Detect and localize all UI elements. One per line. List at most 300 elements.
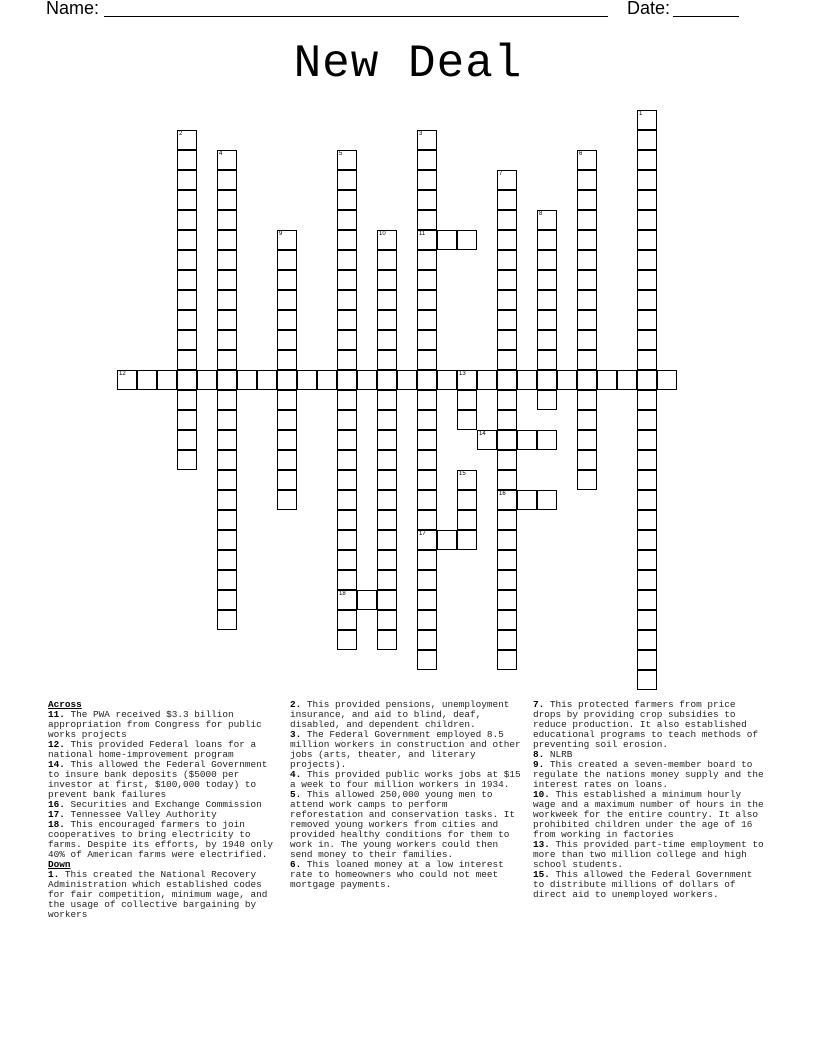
- grid-cell[interactable]: [277, 270, 297, 290]
- grid-cell[interactable]: [497, 590, 517, 610]
- clue-item-number: 10.: [533, 789, 550, 800]
- clue-item: [290, 730, 526, 770]
- grid-cell[interactable]: [637, 290, 657, 310]
- grid-cell[interactable]: [377, 530, 397, 550]
- grid-cell[interactable]: [157, 370, 177, 390]
- grid-cell[interactable]: [217, 270, 237, 290]
- clue-number: 15: [459, 471, 466, 477]
- grid-cell[interactable]: [377, 250, 397, 270]
- clue-item-number: 15.: [533, 869, 550, 880]
- grid-cell[interactable]: [217, 610, 237, 630]
- grid-cell[interactable]: [537, 270, 557, 290]
- grid-cell[interactable]: [637, 470, 657, 490]
- grid-cell[interactable]: [377, 370, 397, 390]
- clue-number: 16: [499, 491, 506, 497]
- grid-cell[interactable]: [577, 250, 597, 270]
- grid-cell[interactable]: [557, 370, 577, 390]
- grid-cell[interactable]: [497, 210, 517, 230]
- grid-cell[interactable]: [417, 410, 437, 430]
- grid-cell[interactable]: [637, 430, 657, 450]
- grid-cell[interactable]: [177, 290, 197, 310]
- grid-cell[interactable]: [577, 210, 597, 230]
- grid-cell[interactable]: [457, 410, 477, 430]
- grid-cell[interactable]: [217, 470, 237, 490]
- grid-cell[interactable]: [457, 370, 477, 390]
- grid-cell[interactable]: [377, 470, 397, 490]
- grid-cell[interactable]: [637, 130, 657, 150]
- grid-cell[interactable]: [217, 170, 237, 190]
- grid-cell[interactable]: [217, 450, 237, 470]
- grid-cell[interactable]: [337, 610, 357, 630]
- grid-cell[interactable]: [637, 590, 657, 610]
- clue-number: 12: [119, 371, 126, 377]
- clue-item: [533, 790, 769, 840]
- clue-number: 9: [279, 231, 283, 237]
- clue-item: [48, 710, 284, 740]
- clue-item: [290, 770, 526, 790]
- grid-cell[interactable]: [517, 490, 537, 510]
- clue-item: [48, 820, 284, 860]
- grid-cell[interactable]: [177, 370, 197, 390]
- grid-cell[interactable]: [537, 290, 557, 310]
- grid-cell[interactable]: [577, 330, 597, 350]
- clue-number: 10: [379, 231, 386, 237]
- grid-cell[interactable]: [377, 430, 397, 450]
- grid-cell[interactable]: [437, 370, 457, 390]
- grid-cell[interactable]: [337, 390, 357, 410]
- clue-item-number: 12.: [48, 739, 65, 750]
- grid-cell[interactable]: [637, 110, 657, 130]
- grid-cell[interactable]: [217, 330, 237, 350]
- grid-cell[interactable]: [277, 350, 297, 370]
- clue-item-text: This loaned money at a low interest rate to homeowners who could not meet mortgage payments.: [290, 859, 504, 890]
- grid-cell[interactable]: [637, 230, 657, 250]
- grid-cell[interactable]: [117, 370, 137, 390]
- grid-cell[interactable]: [217, 230, 237, 250]
- grid-cell[interactable]: [277, 230, 297, 250]
- grid-cell[interactable]: [577, 290, 597, 310]
- grid-cell[interactable]: [457, 530, 477, 550]
- grid-cell[interactable]: [217, 510, 237, 530]
- grid-cell[interactable]: [417, 550, 437, 570]
- grid-cell[interactable]: [577, 230, 597, 250]
- clue-item-number: 16.: [48, 799, 65, 810]
- grid-cell[interactable]: [377, 390, 397, 410]
- clue-item: [290, 860, 526, 890]
- grid-cell[interactable]: [417, 310, 437, 330]
- grid-cell[interactable]: [637, 670, 657, 690]
- grid-cell[interactable]: [537, 490, 557, 510]
- grid-cell[interactable]: [617, 370, 637, 390]
- grid-cell[interactable]: [577, 370, 597, 390]
- grid-cell[interactable]: [577, 270, 597, 290]
- clue-item-number: 8.: [533, 749, 545, 760]
- grid-cell[interactable]: [177, 310, 197, 330]
- grid-cell[interactable]: [217, 290, 237, 310]
- grid-cell[interactable]: [377, 590, 397, 610]
- grid-cell[interactable]: [417, 510, 437, 530]
- grid-cell[interactable]: [497, 430, 517, 450]
- grid-cell[interactable]: [417, 230, 437, 250]
- grid-cell[interactable]: [497, 550, 517, 570]
- grid-cell[interactable]: [377, 490, 397, 510]
- grid-cell[interactable]: [357, 370, 377, 390]
- grid-cell[interactable]: [177, 210, 197, 230]
- grid-cell[interactable]: [417, 450, 437, 470]
- grid-cell[interactable]: [217, 370, 237, 390]
- grid-cell[interactable]: [337, 310, 357, 330]
- grid-cell[interactable]: [417, 130, 437, 150]
- grid-cell[interactable]: [417, 390, 437, 410]
- grid-cell[interactable]: [637, 530, 657, 550]
- grid-cell[interactable]: [217, 430, 237, 450]
- grid-cell[interactable]: [177, 190, 197, 210]
- grid-cell[interactable]: [637, 330, 657, 350]
- grid-cell[interactable]: [537, 370, 557, 390]
- grid-cell[interactable]: [277, 430, 297, 450]
- grid-cell[interactable]: [497, 650, 517, 670]
- down-clue-list-2: [290, 700, 526, 890]
- clue-item-text: NLRB: [544, 749, 573, 760]
- grid-cell[interactable]: [417, 250, 437, 270]
- grid-cell[interactable]: [537, 390, 557, 410]
- clue-item-text: This protected farmers from price drops by providing crop subsidies to reduce production. It also established educational programs to teach methods of preventing soil erosion.: [533, 699, 759, 750]
- grid-cell[interactable]: [577, 450, 597, 470]
- grid-cell[interactable]: [337, 410, 357, 430]
- grid-cell[interactable]: [277, 330, 297, 350]
- grid-cell[interactable]: [457, 510, 477, 530]
- clue-item-number: 6.: [290, 859, 302, 870]
- grid-cell[interactable]: [337, 550, 357, 570]
- grid-cell[interactable]: [437, 530, 457, 550]
- grid-cell[interactable]: [637, 490, 657, 510]
- grid-cell[interactable]: [637, 250, 657, 270]
- grid-cell[interactable]: [337, 170, 357, 190]
- grid-cell[interactable]: [497, 250, 517, 270]
- grid-cell[interactable]: [417, 270, 437, 290]
- grid-cell[interactable]: [217, 250, 237, 270]
- clues-column-2: [290, 700, 526, 890]
- grid-cell[interactable]: [377, 450, 397, 470]
- grid-cell[interactable]: [377, 350, 397, 370]
- grid-cell[interactable]: [497, 470, 517, 490]
- grid-cell[interactable]: [537, 310, 557, 330]
- grid-cell[interactable]: [637, 570, 657, 590]
- grid-cell[interactable]: [177, 130, 197, 150]
- grid-cell[interactable]: [417, 470, 437, 490]
- grid-cell[interactable]: [297, 370, 317, 390]
- grid-cell[interactable]: [277, 470, 297, 490]
- clue-number: 5: [339, 151, 343, 157]
- grid-cell[interactable]: [637, 190, 657, 210]
- clue-item-number: 18.: [48, 819, 65, 830]
- grid-cell[interactable]: [477, 430, 497, 450]
- grid-cell[interactable]: [337, 330, 357, 350]
- clue-item-text: This created a seven-member board to regulate the nations money supply and the interest rates on loans.: [533, 759, 764, 790]
- grid-cell[interactable]: [217, 590, 237, 610]
- grid-cell[interactable]: [217, 490, 237, 510]
- grid-cell[interactable]: [537, 350, 557, 370]
- clue-item-text: This allowed the Federal Government to insure bank deposits ($5000 per investor at first, $100,000 today) to prevent bank failures: [48, 759, 268, 800]
- down-clue-list-1: [48, 870, 284, 920]
- grid-cell[interactable]: [497, 510, 517, 530]
- grid-cell[interactable]: [497, 490, 517, 510]
- clue-item: [533, 870, 769, 900]
- clue-item-text: This established a minimum hourly wage and a maximum number of hours in the workweek for the entire country. It also prohibited children under the age of 16 from working in factories: [533, 789, 764, 840]
- grid-cell[interactable]: [177, 230, 197, 250]
- grid-cell[interactable]: [177, 330, 197, 350]
- grid-cell[interactable]: [217, 570, 237, 590]
- grid-cell[interactable]: [377, 550, 397, 570]
- grid-cell[interactable]: [637, 610, 657, 630]
- name-label: Name:: [46, 0, 100, 18]
- grid-cell[interactable]: [217, 150, 237, 170]
- grid-cell[interactable]: [217, 190, 237, 210]
- grid-cell[interactable]: [577, 170, 597, 190]
- grid-cell[interactable]: [377, 630, 397, 650]
- grid-cell[interactable]: [577, 390, 597, 410]
- clue-item-number: 14.: [48, 759, 65, 770]
- grid-cell[interactable]: [177, 410, 197, 430]
- grid-cell[interactable]: [337, 150, 357, 170]
- grid-cell[interactable]: [477, 370, 497, 390]
- grid-cell[interactable]: [217, 210, 237, 230]
- clue-item-number: 4.: [290, 769, 302, 780]
- grid-cell[interactable]: [377, 610, 397, 630]
- grid-cell[interactable]: [277, 250, 297, 270]
- grid-cell[interactable]: [497, 230, 517, 250]
- grid-cell[interactable]: [277, 290, 297, 310]
- grid-cell[interactable]: [497, 170, 517, 190]
- grid-cell[interactable]: [177, 170, 197, 190]
- clue-item: [533, 840, 769, 870]
- grid-cell[interactable]: [277, 370, 297, 390]
- grid-cell[interactable]: [537, 210, 557, 230]
- grid-cell[interactable]: [637, 630, 657, 650]
- grid-cell[interactable]: [417, 190, 437, 210]
- grid-cell[interactable]: [177, 350, 197, 370]
- grid-cell[interactable]: [137, 370, 157, 390]
- grid-cell[interactable]: [497, 330, 517, 350]
- grid-cell[interactable]: [637, 650, 657, 670]
- grid-cell[interactable]: [497, 410, 517, 430]
- grid-cell[interactable]: [277, 490, 297, 510]
- grid-cell[interactable]: [537, 330, 557, 350]
- grid-cell[interactable]: [337, 210, 357, 230]
- grid-cell[interactable]: [417, 430, 437, 450]
- grid-cell[interactable]: [637, 370, 657, 390]
- grid-cell[interactable]: [457, 390, 477, 410]
- grid-cell[interactable]: [177, 250, 197, 270]
- grid-cell[interactable]: [417, 170, 437, 190]
- grid-cell[interactable]: [497, 390, 517, 410]
- grid-cell[interactable]: [637, 450, 657, 470]
- grid-cell[interactable]: [497, 370, 517, 390]
- grid-cell[interactable]: [537, 250, 557, 270]
- clue-number: 6: [579, 151, 583, 157]
- grid-cell[interactable]: [417, 330, 437, 350]
- grid-cell[interactable]: [337, 190, 357, 210]
- clue-item-number: 7.: [533, 699, 545, 710]
- grid-cell[interactable]: [357, 590, 377, 610]
- date-label: Date:: [627, 0, 671, 18]
- grid-cell[interactable]: [377, 330, 397, 350]
- grid-cell[interactable]: [217, 390, 237, 410]
- grid-cell[interactable]: [177, 390, 197, 410]
- grid-cell[interactable]: [457, 470, 477, 490]
- grid-cell[interactable]: [377, 570, 397, 590]
- grid-cell[interactable]: [377, 410, 397, 430]
- clue-number: 18: [339, 591, 346, 597]
- grid-cell[interactable]: [417, 150, 437, 170]
- grid-cell[interactable]: [337, 370, 357, 390]
- grid-cell[interactable]: [517, 370, 537, 390]
- grid-cell[interactable]: [337, 510, 357, 530]
- clue-item: [290, 790, 526, 860]
- down-clue-list-3: [533, 700, 769, 900]
- clue-item-text: This encouraged farmers to join cooperatives to bring electricity to farms. Despite its efforts, by 1940 only 40% of American farms were electrified.: [48, 819, 274, 860]
- grid-cell[interactable]: [217, 530, 237, 550]
- clue-item-text: The Federal Government employed 8.5 million workers in construction and other jobs (arts, theater, and literary projects).: [290, 729, 521, 770]
- grid-cell[interactable]: [497, 570, 517, 590]
- grid-cell[interactable]: [377, 310, 397, 330]
- grid-cell[interactable]: [337, 230, 357, 250]
- grid-cell[interactable]: [217, 410, 237, 430]
- grid-cell[interactable]: [377, 290, 397, 310]
- grid-cell[interactable]: [497, 610, 517, 630]
- clue-item-text: Tennessee Valley Authority: [64, 809, 217, 820]
- grid-cell[interactable]: [417, 610, 437, 630]
- grid-cell[interactable]: [337, 350, 357, 370]
- grid-cell[interactable]: [517, 430, 537, 450]
- grid-cell[interactable]: [177, 150, 197, 170]
- grid-cell[interactable]: [417, 350, 437, 370]
- clue-item-number: 9.: [533, 759, 545, 770]
- grid-cell[interactable]: [497, 310, 517, 330]
- clue-item-text: The PWA received $3.3 billion appropriation from Congress for public works projects: [48, 709, 262, 740]
- grid-cell[interactable]: [337, 250, 357, 270]
- grid-cell[interactable]: [637, 170, 657, 190]
- grid-cell[interactable]: [177, 430, 197, 450]
- grid-cell[interactable]: [337, 630, 357, 650]
- grid-cell[interactable]: [177, 450, 197, 470]
- grid-cell[interactable]: [457, 230, 477, 250]
- grid-cell[interactable]: [497, 190, 517, 210]
- grid-cell[interactable]: [637, 210, 657, 230]
- grid-cell[interactable]: [657, 370, 677, 390]
- grid-cell[interactable]: [437, 230, 457, 250]
- grid-cell[interactable]: [277, 310, 297, 330]
- grid-cell[interactable]: [537, 430, 557, 450]
- grid-cell[interactable]: [337, 530, 357, 550]
- clue-item-number: 1.: [48, 869, 60, 880]
- grid-cell[interactable]: [417, 210, 437, 230]
- grid-cell[interactable]: [497, 450, 517, 470]
- grid-cell[interactable]: [497, 350, 517, 370]
- grid-cell[interactable]: [577, 410, 597, 430]
- grid-cell[interactable]: [277, 390, 297, 410]
- grid-cell[interactable]: [637, 550, 657, 570]
- clue-item-text: This allowed 250,000 young men to attend work camps to perform reforestation and conservation tasks. It removed young workers from cities and provided healthy conditions for them to work in. The young workers could then send money to their families.: [290, 789, 516, 860]
- grid-cell[interactable]: [577, 470, 597, 490]
- grid-cell[interactable]: [217, 350, 237, 370]
- grid-cell[interactable]: [537, 230, 557, 250]
- clue-number: 11: [419, 231, 426, 237]
- grid-cell[interactable]: [337, 570, 357, 590]
- grid-cell[interactable]: [637, 510, 657, 530]
- grid-cell[interactable]: [577, 310, 597, 330]
- grid-cell[interactable]: [597, 370, 617, 390]
- grid-cell[interactable]: [577, 350, 597, 370]
- grid-cell[interactable]: [637, 350, 657, 370]
- grid-cell[interactable]: [217, 550, 237, 570]
- grid-cell[interactable]: [457, 490, 477, 510]
- clue-item-text: This allowed the Federal Government to distribute millions of dollars of direct aid to unemployed workers.: [533, 869, 753, 900]
- clue-item: [533, 760, 769, 790]
- grid-cell[interactable]: [177, 270, 197, 290]
- grid-cell[interactable]: [577, 430, 597, 450]
- grid-cell[interactable]: [337, 450, 357, 470]
- grid-cell[interactable]: [497, 630, 517, 650]
- grid-cell[interactable]: [577, 190, 597, 210]
- grid-cell[interactable]: [417, 370, 437, 390]
- grid-cell[interactable]: [217, 310, 237, 330]
- grid-cell[interactable]: [637, 410, 657, 430]
- grid-cell[interactable]: [417, 490, 437, 510]
- across-heading: Across: [48, 699, 82, 710]
- grid-cell[interactable]: [337, 290, 357, 310]
- clue-number: 17: [419, 531, 426, 537]
- grid-cell[interactable]: [337, 590, 357, 610]
- grid-cell[interactable]: [577, 150, 597, 170]
- grid-cell[interactable]: [417, 530, 437, 550]
- grid-cell[interactable]: [497, 530, 517, 550]
- grid-cell[interactable]: [417, 630, 437, 650]
- grid-cell[interactable]: [377, 270, 397, 290]
- grid-cell[interactable]: [337, 270, 357, 290]
- grid-cell[interactable]: [337, 430, 357, 450]
- grid-cell[interactable]: [637, 150, 657, 170]
- grid-cell[interactable]: [637, 270, 657, 290]
- grid-cell[interactable]: [497, 270, 517, 290]
- grid-cell[interactable]: [417, 290, 437, 310]
- grid-cell[interactable]: [277, 410, 297, 430]
- clue-item: [48, 760, 284, 800]
- grid-cell[interactable]: [417, 590, 437, 610]
- grid-cell[interactable]: [337, 490, 357, 510]
- grid-cell[interactable]: [637, 390, 657, 410]
- grid-cell[interactable]: [397, 370, 417, 390]
- grid-cell[interactable]: [497, 290, 517, 310]
- grid-cell[interactable]: [637, 310, 657, 330]
- clue-item-number: 2.: [290, 699, 302, 710]
- grid-cell[interactable]: [197, 370, 217, 390]
- grid-cell[interactable]: [257, 370, 277, 390]
- clue-item-text: This provided part-time employment to more than two million college and high school students.: [533, 839, 764, 870]
- grid-cell[interactable]: [337, 470, 357, 490]
- down-heading: Down: [48, 859, 71, 870]
- clue-number: 8: [539, 211, 543, 217]
- grid-cell[interactable]: [377, 230, 397, 250]
- grid-cell[interactable]: [237, 370, 257, 390]
- clue-item-number: 3.: [290, 729, 302, 740]
- grid-cell[interactable]: [417, 570, 437, 590]
- clue-number: 7: [499, 171, 503, 177]
- grid-cell[interactable]: [317, 370, 337, 390]
- grid-cell[interactable]: [277, 450, 297, 470]
- grid-cell[interactable]: [377, 510, 397, 530]
- grid-cell[interactable]: [417, 650, 437, 670]
